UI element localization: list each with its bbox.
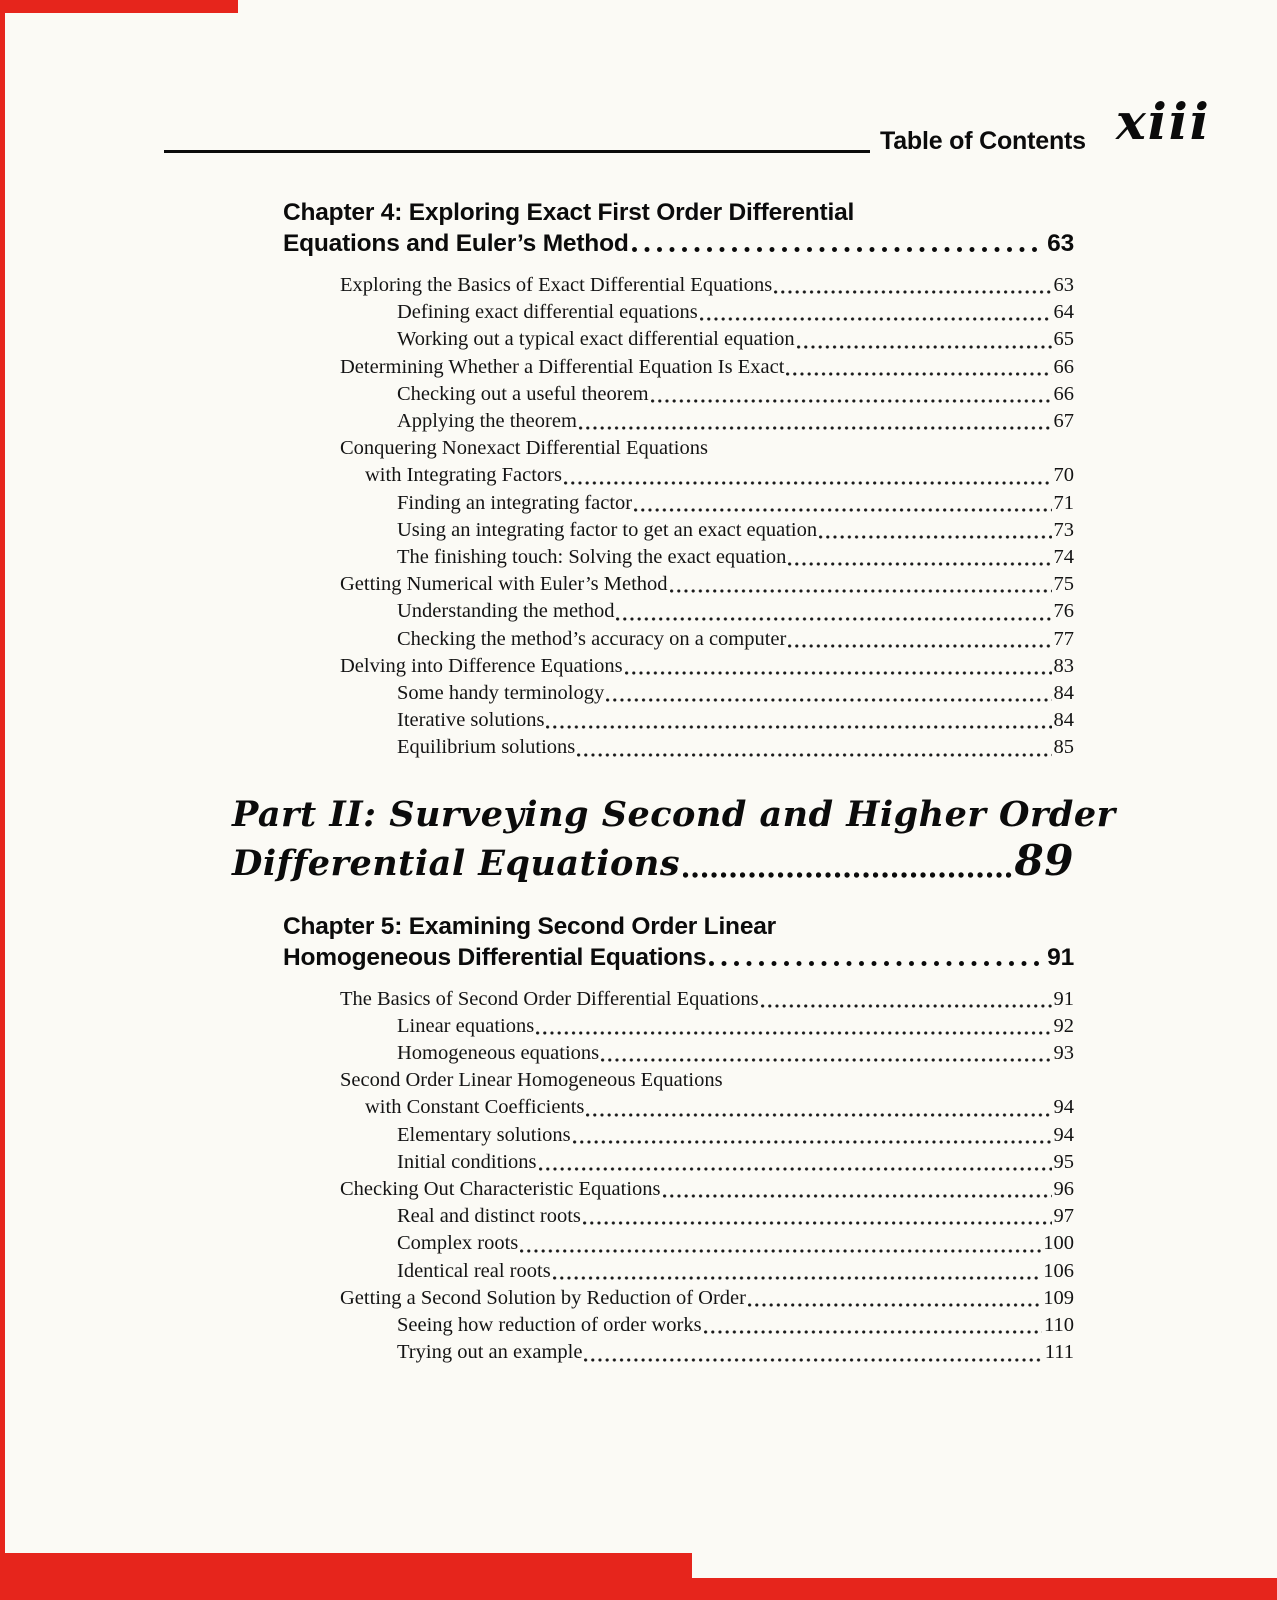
entry-text: Getting Numerical with Euler’s Method <box>340 573 668 596</box>
toc-entry <box>283 544 1074 571</box>
toc-entry <box>283 734 1074 761</box>
entry-page-number: 70 <box>1053 464 1074 487</box>
entry-page-number: 109 <box>1043 1286 1074 1309</box>
entry-text: Some handy terminology <box>397 682 605 705</box>
part-block <box>232 792 1116 887</box>
toc-entry <box>283 1040 1074 1067</box>
toc-entry <box>283 490 1074 517</box>
dot-leader <box>634 508 1051 512</box>
entry-page-number: 111 <box>1044 1341 1074 1364</box>
chapter-title-line <box>283 228 1074 259</box>
chapter-block <box>283 911 1074 1367</box>
dot-leader <box>601 1058 1051 1062</box>
toc-entry <box>283 1285 1074 1312</box>
entry-text: Linear equations <box>397 1014 535 1037</box>
toc-entry <box>283 1339 1074 1366</box>
part-title-text: Part II: Surveying Second and Higher Order <box>232 793 1116 835</box>
entry-text: Working out a typical exact differential equation <box>397 328 795 351</box>
dot-leader <box>700 317 1052 321</box>
dot-leader <box>539 1167 1052 1171</box>
toc-entry <box>283 1013 1074 1040</box>
entry-text: Using an integrating factor to get an exact equation <box>397 518 818 541</box>
entry-text: The finishing touch: Solving the exact equation <box>397 546 787 569</box>
dot-leader <box>663 1194 1052 1198</box>
entry-text: Exploring the Basics of Exact Differential Equations <box>340 274 773 296</box>
dot-leader <box>625 671 1052 675</box>
entry-text: with Integrating Factors <box>365 464 562 487</box>
entry-text: Finding an integrating factor <box>397 491 633 514</box>
toc-entry <box>283 381 1074 408</box>
dot-leader <box>774 290 1051 294</box>
dot-leader <box>577 753 1051 757</box>
dot-leader <box>583 1221 1052 1225</box>
dot-leader <box>788 644 1051 648</box>
entry-text: Identical real roots <box>397 1259 551 1282</box>
entry-page-number: 92 <box>1053 1014 1074 1037</box>
entry-page-number: 84 <box>1053 682 1074 705</box>
entry-page-number: 94 <box>1053 1123 1074 1146</box>
entry-text: Equilibrium solutions <box>397 736 576 759</box>
entry-text: Checking out a useful theorem <box>397 382 649 405</box>
toc-entry <box>283 707 1074 734</box>
dot-leader <box>709 961 1044 966</box>
chapter-title-text: Chapter 4: Exploring Exact First Order Differential <box>283 199 855 226</box>
toc-sections <box>232 197 1116 1397</box>
entry-text: Delving into Difference Equations <box>340 654 623 677</box>
header-rule <box>164 150 870 153</box>
entry-text: Second Order Linear Homogeneous Equations <box>340 1069 723 1092</box>
toc-entry <box>283 517 1074 544</box>
dot-leader <box>520 1249 1041 1253</box>
entry-text: Trying out an example <box>397 1341 583 1364</box>
dot-leader <box>584 1358 1042 1362</box>
entry-page-number: 65 <box>1053 328 1074 351</box>
chapter-title-text: Homogeneous Differential Equations <box>283 943 707 971</box>
dot-leader <box>586 1113 1051 1117</box>
dot-leader <box>536 1031 1051 1035</box>
toc-entry <box>283 653 1074 680</box>
dot-leader <box>786 372 1051 376</box>
entry-page-number: 66 <box>1053 355 1074 378</box>
toc-entry <box>283 1067 1074 1094</box>
dot-leader <box>819 535 1051 539</box>
entry-text: Iterative solutions <box>397 709 545 732</box>
entry-page-number: 75 <box>1053 573 1074 596</box>
toc-entry <box>283 326 1074 353</box>
entry-text: Homogeneous equations <box>397 1042 600 1065</box>
running-head-title: Table of Contents <box>880 127 1086 155</box>
chapter-title-text: Equations and Euler’s Method <box>283 230 629 257</box>
chapter-title-text: Chapter 5: Examining Second Order Linear <box>283 912 777 940</box>
entry-page-number: 106 <box>1043 1259 1074 1282</box>
entry-text: Defining exact differential equations <box>397 301 698 324</box>
toc-entry <box>283 435 1074 462</box>
toc-entry <box>283 462 1074 489</box>
chapter-page-number: 91 <box>1047 943 1074 971</box>
entry-page-number: 83 <box>1053 654 1074 677</box>
chapter-block <box>283 197 1074 762</box>
entry-text: Applying the theorem <box>397 410 577 433</box>
dot-leader <box>683 872 1012 878</box>
dot-leader <box>546 725 1051 729</box>
dot-leader <box>704 1330 1042 1334</box>
entry-text: Conquering Nonexact Differential Equations <box>340 437 708 460</box>
entry-list <box>283 986 1074 1367</box>
entry-text: Initial conditions <box>397 1150 537 1173</box>
dot-leader <box>553 1276 1042 1280</box>
entry-page-number: 85 <box>1053 736 1074 759</box>
toc-entry <box>283 1094 1074 1121</box>
entry-list <box>283 272 1074 762</box>
toc-entry <box>283 680 1074 707</box>
entry-text: Complex roots <box>397 1232 519 1255</box>
book-cover-edge-left <box>0 0 5 1600</box>
entry-page-number: 66 <box>1053 382 1074 405</box>
part-title-line <box>232 792 1116 838</box>
entry-text: Understanding the method <box>397 600 615 623</box>
book-cover-edge-bottom-left <box>0 1553 692 1600</box>
entry-page-number: 94 <box>1053 1096 1074 1119</box>
entry-page-number: 67 <box>1053 410 1074 433</box>
entry-page-number: 84 <box>1053 709 1074 732</box>
chapter-title-line <box>283 911 1074 942</box>
entry-page-number: 95 <box>1053 1150 1074 1173</box>
toc-entry <box>283 354 1074 381</box>
entry-text: Getting a Second Solution by Reduction of Order <box>340 1286 746 1309</box>
entry-text: Determining Whether a Differential Equation Is Exact <box>340 355 785 378</box>
entry-text: Real and distinct roots <box>397 1205 581 1228</box>
entry-text: with Constant Coefficients <box>365 1096 585 1119</box>
entry-page-number: 73 <box>1053 518 1074 541</box>
toc-entry <box>283 1230 1074 1257</box>
dot-leader <box>579 426 1052 430</box>
dot-leader <box>651 399 1052 403</box>
toc-entry <box>283 299 1074 326</box>
dot-leader <box>670 589 1052 593</box>
chapter-page-number: 63 <box>1047 230 1074 257</box>
dot-leader <box>797 345 1052 349</box>
entry-page-number: 91 <box>1053 987 1074 1010</box>
entry-page-number: 110 <box>1044 1314 1074 1337</box>
dot-leader <box>632 247 1045 252</box>
toc-entry <box>283 1312 1074 1339</box>
chapter-title-line <box>283 942 1074 973</box>
toc-entry <box>283 272 1074 299</box>
entry-page-number: 97 <box>1053 1205 1074 1228</box>
dot-leader <box>788 562 1051 566</box>
dot-leader <box>564 481 1052 485</box>
toc-entry <box>283 626 1074 653</box>
toc-entry <box>283 408 1074 435</box>
entry-page-number: 74 <box>1053 546 1074 569</box>
toc-entry <box>283 1122 1074 1149</box>
dot-leader <box>606 698 1051 702</box>
dot-leader <box>616 617 1051 621</box>
entry-page-number: 76 <box>1053 600 1074 623</box>
entry-page-number: 64 <box>1053 301 1074 324</box>
entry-page-number: 63 <box>1053 274 1074 296</box>
toc-entry <box>283 571 1074 598</box>
part-title <box>232 792 1116 887</box>
book-cover-edge-top <box>0 0 238 13</box>
part-title-line <box>232 835 1074 887</box>
part-title-text: Differential Equations <box>232 842 681 884</box>
entry-text: Elementary solutions <box>397 1123 571 1146</box>
entry-page-number: 93 <box>1053 1042 1074 1065</box>
chapter-title <box>283 197 1074 259</box>
entry-text: The Basics of Second Order Differential Equations <box>340 987 759 1010</box>
entry-page-number: 100 <box>1043 1232 1074 1255</box>
page-number-folio: xiii <box>1116 92 1211 151</box>
dot-leader <box>573 1140 1052 1144</box>
entry-text: Checking Out Characteristic Equations <box>340 1178 661 1201</box>
part-page-number: 89 <box>1014 835 1074 885</box>
toc-entry <box>283 986 1074 1013</box>
entry-text: Checking the method’s accuracy on a computer <box>397 627 787 650</box>
dot-leader <box>748 1303 1041 1307</box>
toc-entry <box>283 1258 1074 1285</box>
chapter-title-line <box>283 197 1074 228</box>
entry-page-number: 77 <box>1053 627 1074 650</box>
dot-leader <box>761 1004 1052 1008</box>
entry-page-number: 96 <box>1053 1178 1074 1201</box>
toc-entry <box>283 1176 1074 1203</box>
toc-entry <box>283 1149 1074 1176</box>
entry-page-number: 71 <box>1053 491 1074 514</box>
toc-entry <box>283 1203 1074 1230</box>
chapter-title <box>283 911 1074 973</box>
entry-text: Seeing how reduction of order works <box>397 1314 702 1337</box>
toc-entry <box>283 598 1074 625</box>
